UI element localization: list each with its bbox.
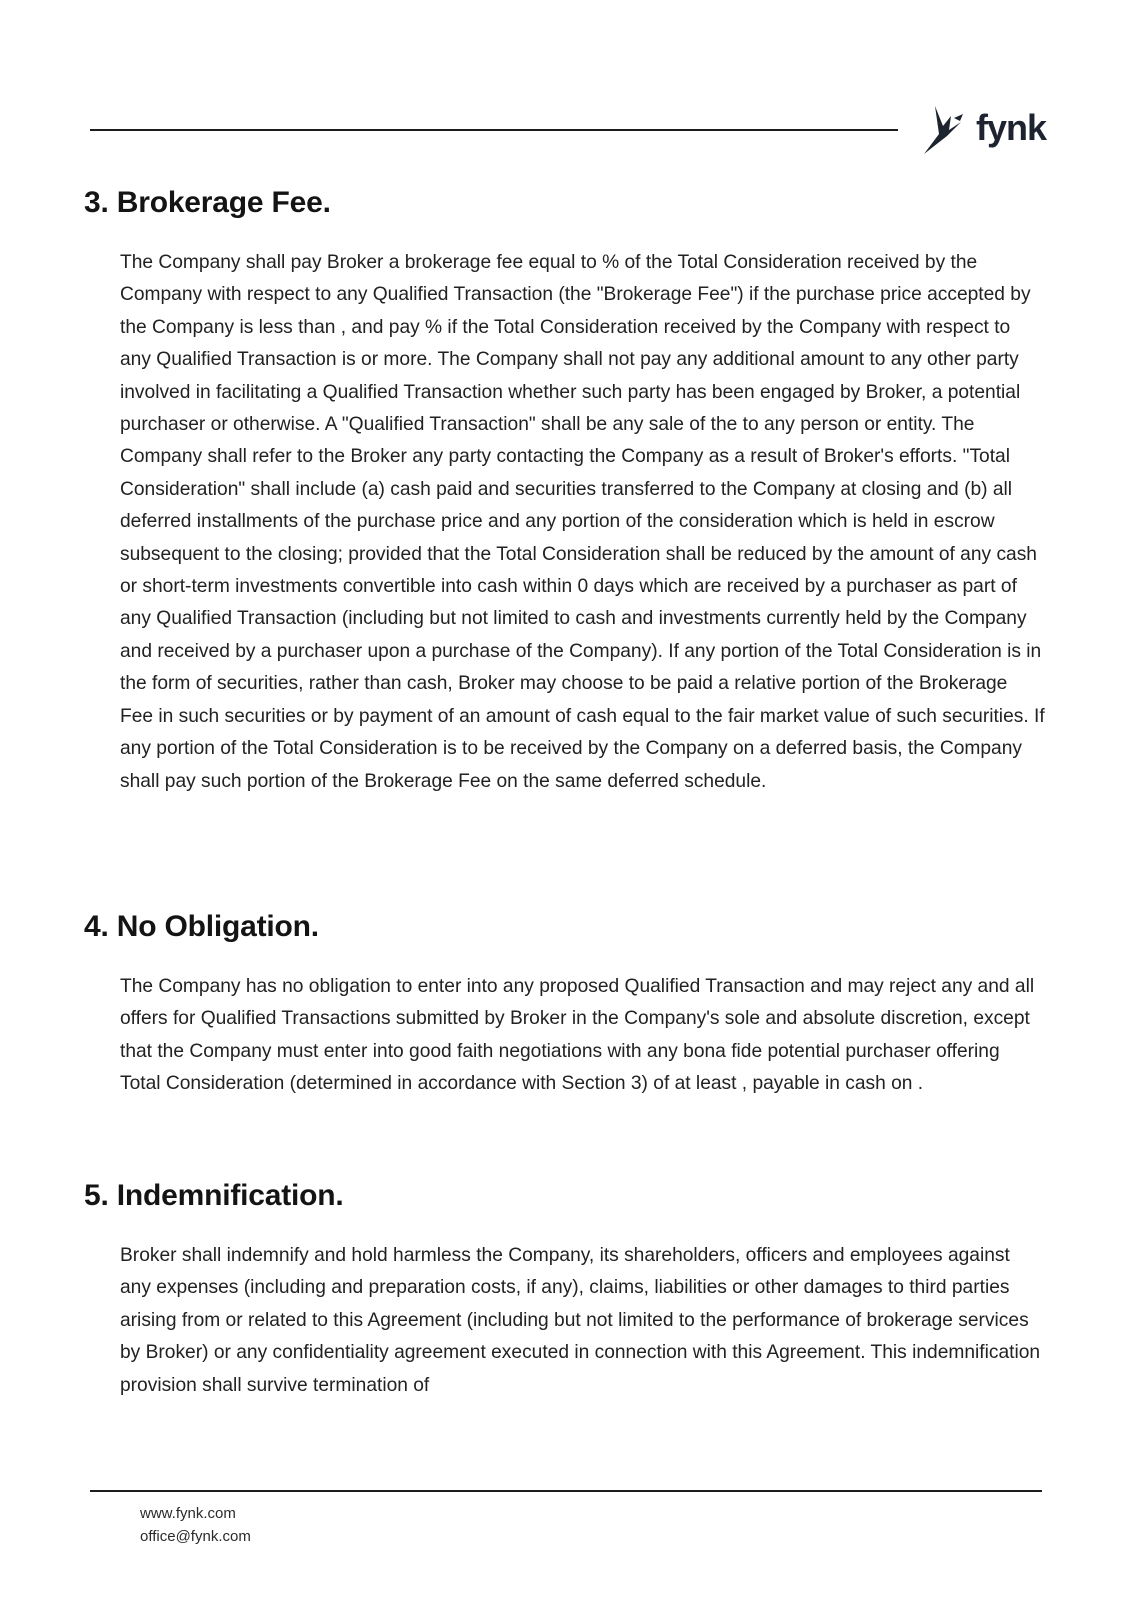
section-indemnification bbox=[84, 1178, 1049, 1396]
section-heading: 4. No Obligation. bbox=[84, 910, 319, 943]
section-brokerage-fee bbox=[84, 185, 1049, 792]
section-body: The Company has no obligation to enter into any proposed Qualified Transaction and may reject any and all offers for Qualified Transactions submitted by Broker in the Company's sole and absolute discretion, except that the Company must enter into good faith negotiations with any bona fide potential purchaser offering Total Consideration (determined in accordance with Section 3) of at least , payable in cash on . bbox=[120, 976, 1035, 1095]
section-heading: 5. Indemnification. bbox=[84, 1179, 344, 1212]
brand-wordmark: fynk bbox=[976, 107, 1047, 148]
bird-logo-icon bbox=[921, 104, 973, 156]
section-heading: 3. Brokerage Fee. bbox=[84, 186, 331, 219]
footer-email-link[interactable]: office@fynk.com bbox=[140, 1528, 251, 1545]
section-body: Broker shall indemnify and hold harmless the Company, its shareholders, officers and employees against any expenses (including and preparation costs, if any), claims, liabilities or other damages to third parties arising from or related to this Agreement (including but not limited to the performance of brokerage services by Broker) or any confidentiality agreement executed in connection with this Agreement. This indemnification provision shall survive termination of bbox=[120, 1245, 1041, 1396]
footer-website-link[interactable]: www.fynk.com bbox=[140, 1505, 236, 1522]
footer bbox=[140, 1502, 251, 1548]
footer-divider bbox=[90, 1490, 1042, 1492]
header-divider bbox=[90, 129, 898, 131]
section-body: The Company shall pay Broker a brokerage fee equal to % of the Total Consideration received by the Company with respect to any Qualified Transaction (the "Brokerage Fee") if the purchase price accepted by the Company is less than , and pay % if the Total Consideration received by the Company with respect to any Qualified Transaction is or more. The Company shall not pay any additional amount to any other party involved in facilitating a Qualified Transaction whether such party has been engaged by Broker, a potential purchaser or otherwise. A "Qualified Transaction" shall be any sale of the to any person or entity. The Company shall refer to the Broker any party contacting the Company as a result of Broker's efforts. "Total Consideration" shall include (a) cash paid and securities transferred to the Company at closing and (b) all deferred installments of the purchase price and any portion of the consideration which is held in escrow subsequent to the closing; provided that the Total Consideration shall be reduced by the amount of any cash or short-term investments convertible into cash within 0 days which are received by a purchaser as part of any Qualified Transaction (including but not limited to cash and investments currently held by the Company and received by a purchaser upon a purchase of the Company). If any portion of the Total Consideration is in the form of securities, rather than cash, Broker may choose to be paid a relative portion of the Brokerage Fee in such securities or by payment of an amount of cash equal to the fair market value of such securities. If any portion of the Total Consideration is to be received by the Company on a deferred basis, the Company shall pay such portion of the Brokerage Fee on the same deferred schedule. bbox=[120, 252, 1045, 792]
brand-logo bbox=[921, 104, 1051, 160]
section-no-obligation bbox=[84, 909, 1049, 1095]
